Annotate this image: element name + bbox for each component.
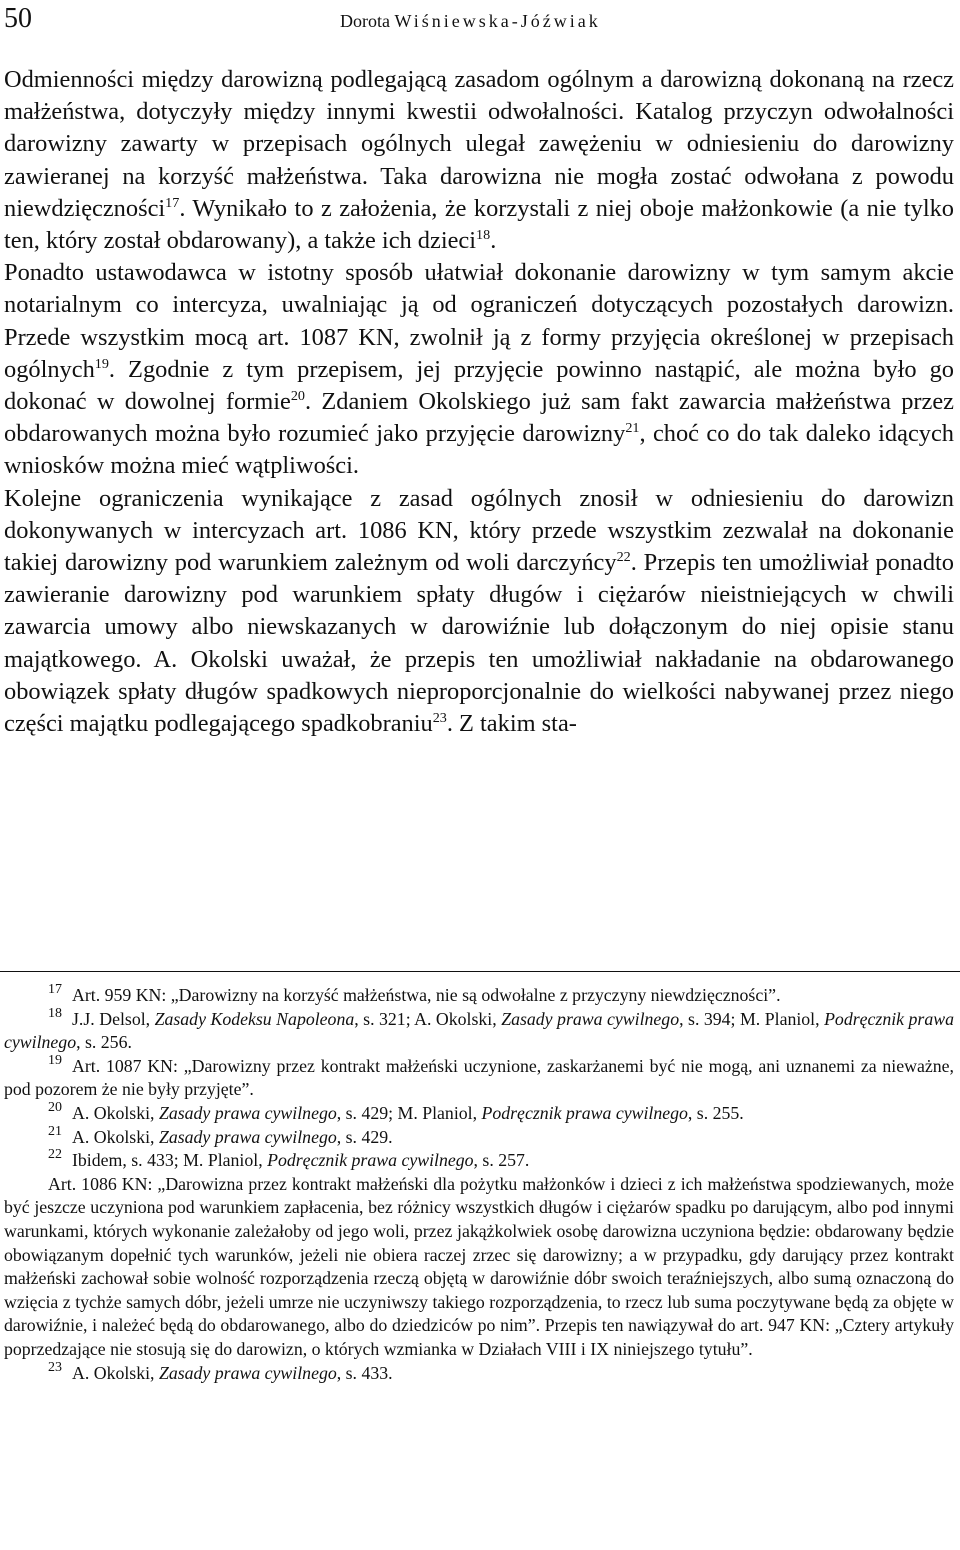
paragraph-1 xyxy=(4,64,954,257)
footnote-ref-19[interactable]: 19 xyxy=(94,356,109,373)
footnote-text: A. Okolski, xyxy=(72,1102,159,1123)
cited-title: Zasady prawa cywilnego xyxy=(501,1008,680,1029)
footnote-ref-17[interactable]: 17 xyxy=(165,195,180,212)
author-first-name: Dorota xyxy=(340,11,390,31)
running-head-author xyxy=(340,10,601,32)
footnote-18: 18 J.J. Delsol, Zasady Kodeksu Napoleona, s. 321; A. Okolski, Zasady prawa cywilnego, s. 394; M. Planiol, Podręcznik prawa cywilnego, s. 256. xyxy=(4,1005,954,1053)
footnote-22-continuation xyxy=(4,1173,954,1362)
footnote-text: , s. 429. xyxy=(336,1126,393,1147)
footnote-ref-18[interactable]: 18 xyxy=(476,227,491,244)
footnote-text: Art. 1087 KN: „Darowizny przez kontrakt małżeński uczynione, zaskarżanemi być nie mogą, ani uznanemi za nieważne, pod pozorem że nie były przyjęte”. xyxy=(4,1055,954,1100)
paragraph-1-text-a: Odmienności między darowizną podlegającą zasadom ogólnym a darowizną dokonaną na rzecz małżeństwa, dotyczyły między innymi kwestii odwołalności. Katalog przyczyn odwołalności darowizny zawarty w przepisach ogólnych ulegał zawężeniu w odniesieniu do darowizny zawieranej na korzyść małżeństwa. Taka darowizna nie mogła zostać odwołana z powodu niewdzięczności xyxy=(4,66,954,222)
cited-title: Zasady prawa cywilnego xyxy=(158,1362,337,1383)
footnote-ref-23[interactable]: 23 xyxy=(432,710,447,727)
footnote-22: 22 Ibidem, s. 433; M. Planiol, Podręcznik prawa cywilnego, s. 257. xyxy=(48,1147,530,1171)
footnote-ref-22[interactable]: 22 xyxy=(616,549,631,566)
cited-title: Podręcznik prawa cywilnego xyxy=(267,1150,474,1171)
footnote-text: J.J. Delsol, xyxy=(72,1008,155,1029)
paragraph-2 xyxy=(4,257,954,482)
paragraph-3-text-b: . Przepis ten umożliwiał ponadto zawieranie darowizny pod warunkiem spłaty długów i ciężarów nieistniejących w chwili zawarcia umowy albo niewskazanych w darowiźnie lub dołączonym do niej opisie stanu majątkowego. A. Okolski uważał, że przepis ten umożliwiał nakładanie na obdarowanego obowiązek spłaty długów spadkowych nieproporcjonalnie do wielkości nabywanej przez niego części majątku podlegającego spadkobraniu xyxy=(4,549,955,738)
paragraph-2-text-c: . Zdaniem Okolskiego już sam fakt zawarcia małżeństwa przez obdarowanych można było rozumieć jako przyjęcie darowizny xyxy=(4,388,954,448)
cited-title: Podręcznik prawa cywilnego xyxy=(4,1008,954,1053)
footnote-text: Art. 959 KN: „Darowizny na korzyść małżeństwa, nie są odwołalne z przyczyny niewdzięczności”. xyxy=(72,985,781,1005)
footnote-text: , s. 257. xyxy=(473,1150,530,1171)
paragraph-1-text-b: . Wynikało to z założenia, że korzystali z niej oboje małżonkowie (a nie tylko ten, który został obdarowany), a także ich dzieci xyxy=(4,194,954,255)
cited-title: Zasady prawa cywilnego xyxy=(158,1126,337,1147)
paragraph-3-text-a: Kolejne ograniczenia wynikające z zasad ogólnych znosił w odniesieniu do darowizn dokonywanych w intercyzach art. 1086 KN, który przede wszystkim zezwalał na dokonanie takiej darowizny pod warunkiem zależnym od woli darczyńcy xyxy=(4,484,954,577)
page-number: 50 xyxy=(4,3,32,34)
footnote-text: Art. 1086 KN: „Darowizna przez kontrakt małżeński dla pożytku małżonków i dzieci z ich małżeństwa spodziewanych, może być jeszcze uczyniona pod warunkiem zapłacenia, bez różnicy wszystkich długów i ciężarów spadku po darującym, albo pod innymi warunkami, których wykonanie zależałoby od jego woli, przez jakążkolwiek osobę darowizna uczyniona będzie: obdarowany będzie obowiązanym dopełnić tych warunków, jeżeli nie obiera raczej zrzec się darowizny; a w przypadku, gdy darujący przez kontrakt małżeński zachował sobie wolność rozporządzenia rzeczą objętą w darowiźnie dóbr swoich teraźniejszych, albo sumą oznaczoną do wzięcia z tychże samych dóbr, jeżeli umrze nie uczyniwszy takiego rozporządzenia, to rzecz lub suma poczytywane będą za objęte w darowiźnie, i należeć będą do obdarowanego, albo do dziedziców po nim”. Przepis ten nawiązywał do art. 947 KN: „Cztery artykuły poprzedzające nie stosują się do darowizn, o których wzmianka w Działach VIII i IX niniejszego tytułu”. xyxy=(4,1173,954,1359)
footnotes xyxy=(4,984,954,1385)
footnote-20: 20 A. Okolski, Zasady prawa cywilnego, s. 429; M. Planiol, Podręcznik prawa cywilnego, s. 255. xyxy=(48,1100,744,1123)
footnote-text: A. Okolski, xyxy=(72,1126,159,1147)
author-last-name: Wiśniewska-Jóźwiak xyxy=(394,11,601,31)
cited-title: Podręcznik prawa cywilnego xyxy=(481,1102,688,1123)
footnote-21: 21 A. Okolski, Zasady prawa cywilnego, s. 429. xyxy=(48,1123,393,1147)
footnote-19: 19 Art. 1087 KN: „Darowizny przez kontrakt małżeński uczynione, zaskarżanemi być nie mogą, ani uznanemi za nieważne, pod pozorem że nie były przyjęte”. xyxy=(4,1053,954,1100)
paragraph-1-text-c: . xyxy=(490,227,497,255)
main-text xyxy=(4,64,954,740)
footnote-separator xyxy=(0,971,960,972)
footnote-text: , s. 433. xyxy=(336,1362,393,1383)
footnote-text: , s. 256. xyxy=(76,1032,132,1053)
paragraph-2-text-d: , choć co do tak daleko idących wniosków można mieć wątpliwości. xyxy=(4,420,954,480)
cited-title: Zasady prawa cywilnego xyxy=(158,1102,337,1123)
footnote-23: 23 A. Okolski, Zasady prawa cywilnego, s. 433. xyxy=(48,1359,393,1383)
paragraph-2-text-a: Ponadto ustawodawca w istotny sposób ułatwiał dokonanie darowizny w tym samym akcie notarialnym co intercyza, uwalniając ją od ograniczeń dotyczących pozostałych darowizn. Przede wszystkim mocą art. 1087 KN, zwolnił ją z formy przyjęcia określonej w przepisach ogólnych xyxy=(4,259,954,383)
cited-title: Zasady Kodeksu Napoleona xyxy=(154,1008,355,1029)
footnote-text: , s. 321; A. Okolski, xyxy=(354,1008,502,1029)
footnote-text: , s. 394; M. Planiol, xyxy=(679,1008,825,1029)
paragraph-2-text-b: . Zgodnie z tym przepisem, jej przyjęcie powinno nastąpić, ale można było go dokonać w dowolnej formie xyxy=(4,355,954,416)
footnote-text: , s. 429; M. Planiol, xyxy=(336,1102,482,1123)
running-header xyxy=(4,4,940,38)
footnote-text: , s. 255. xyxy=(687,1102,744,1123)
footnote-ref-21[interactable]: 21 xyxy=(625,420,640,437)
footnote-17: 17 Art. 959 KN: „Darowizny na korzyść małżeństwa, nie są odwołalne z przyczyny niewdzięczności”. xyxy=(48,982,781,1005)
footnote-ref-20[interactable]: 20 xyxy=(290,388,305,405)
paragraph-3-text-c: . Z takim sta- xyxy=(446,710,577,738)
paragraph-3 xyxy=(4,483,954,741)
footnote-text: Ibidem, s. 433; M. Planiol, xyxy=(72,1150,268,1171)
footnote-text: A. Okolski, xyxy=(72,1362,159,1383)
